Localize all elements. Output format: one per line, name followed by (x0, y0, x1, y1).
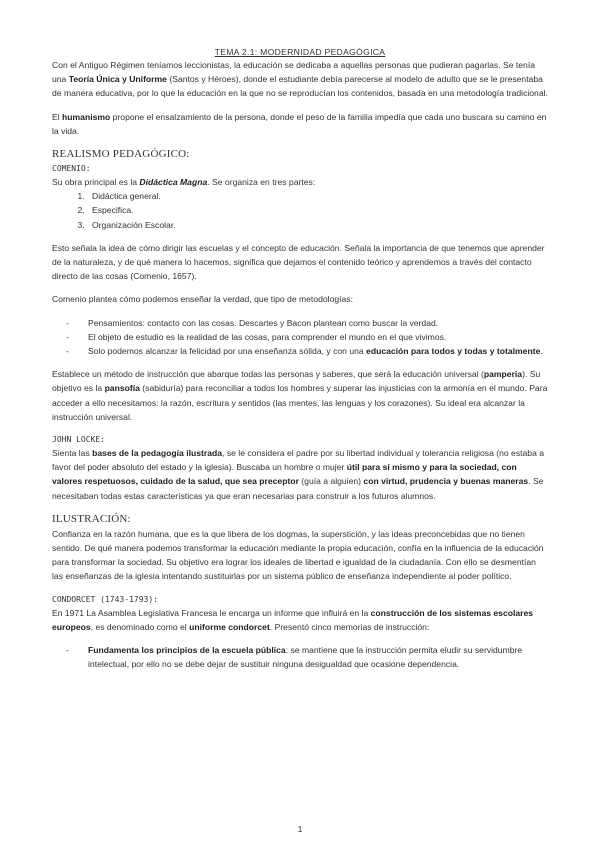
list-item: 2. Especifica. (87, 203, 548, 217)
section-heading-realismo: REALISMO PEDAGÓGICO: (52, 148, 190, 161)
list-item: - Pensamientos: contacto con las cosas. Descartes y Bacon plantean como buscar la verdad. (66, 316, 548, 330)
list-item: 3. Organización Escolar. (87, 218, 548, 232)
list-item: - Fundamenta los principios de la escuela pública: se mantiene que la instrucción permita eludir su servidumbre intelectual, por ello no se debe dejar de sustituir ninguna desigualdad que ocasione dependencia. (66, 643, 548, 671)
subheading-john-locke: JOHN LOCKE: (52, 435, 105, 445)
condorcet-paragraph-1: En 1971 La Asamblea Legislativa Francesa le encarga un informe que influirá en la construcción de los sistemas escolares europeos, es denominado como el uniforme condorcet. Presentó cinco memorias de instrucción: (52, 607, 534, 632)
document-title: TEMA 2.1: MODERNIDAD PEDAGÓGICA (214, 47, 386, 57)
comenio-paragraph-1: Su obra principal es la Didáctica Magna. Se organiza en tres partes: (52, 177, 316, 188)
condorcet-memorias-list (52, 643, 548, 671)
intro-paragraph-2: El humanismo propone el ensalzamiento de la persona, donde el peso de la familia impedía que cada uno buscara su camino en la vida. (52, 111, 547, 136)
intro-paragraph-1: Con el Antiguo Régimen teníamos leccionistas, la educación se dedicaba a aquellas personas que pudieran pagarlas. Se tenía una Teoría Única y Uniforme (Santos y Héroes), donde el estudiante debía parecerse al modelo de adulto que se le presentaba de manera educativa, por lo que la educación en la que no se reproducían los contenidos, basada en una metodología tradicional. (52, 60, 548, 99)
comenio-parts-list (52, 189, 548, 232)
comenio-paragraph-2: Esto señala la idea de cómo dirigir las escuelas y el concepto de educación. Señala la importancia de que tenemos que aprender de la naturaleza, y de qué manera lo hacemos, significa que dejamos el contenido teórico y aprendemos a través del contacto directo de las cosas (Comenio, 1657). (52, 242, 545, 282)
comenio-paragraph-3: Comenio plantea cómo podemos enseñar la verdad, que tipo de metodologías: (52, 294, 353, 305)
ilustracion-paragraph-1: Confianza en la razón humana, que es la que libera de los dogmas, la superstición, y las ideas preconcebidas que no tienen sentido. De qué manera podemos transformar la educación mediante la propia educación, confía en la influencia de la educación para transformar la sociedad. Su objetivo era lograr los ideales de libertad e igualdad de la ciudadanía. Con ello se desmentían las enseñanzas de la iglesia intentando sustituirlas por un sistema público de enseñanza independiente al poder político. (52, 528, 544, 582)
comenio-paragraph-4: Establece un método de instrucción que abarque todas las personas y saberes, que será la educación universal (pamperia). Su objetivo es la pansofía (sabiduría) para reconciliar a todos los hombres y superar las injusticias con la armonía en el mundo. Para acceder a ello necesitamos: la razón, escritura y sentidos (las mentes, las lenguas y los corazones). Su ideal era alcanzar la instrucción universal. (52, 369, 548, 422)
subheading-comenio: COMENIO: (52, 164, 91, 174)
list-item: - Solo podemos alcanzar la felicidad por una enseñanza sólida, y con una educación para todos y todas y totalmente. (66, 344, 548, 358)
comenio-methods-list (52, 316, 548, 359)
list-item: - El objeto de estudio es la realidad de las cosas, para comprender el mundo en el que vivimos. (66, 330, 548, 344)
section-heading-ilustracion: ILUSTRACIÓN: (52, 512, 131, 525)
page-number: 1 (297, 824, 303, 834)
list-item: 1. Didáctica general. (87, 189, 548, 203)
locke-paragraph-1: Sienta las bases de la pedagogía ilustrada, se le considera el padre por su libertad individual y tolerancia religiosa (no estaba a favor del poder absoluto del estado y la iglesia). Buscaba un hombre o mujer útil para sí mismo y para la sociedad, con valores respetuosos, cuidado de la salud, que sea preceptor (guía a alguien) con virtud, prudencia y buenas maneras. Se necesitaban todas estas características ya que eran necesarias para construir a los futuros alumnos. (52, 448, 545, 501)
subheading-condorcet: CONDORCET (1743-1793): (52, 594, 158, 604)
